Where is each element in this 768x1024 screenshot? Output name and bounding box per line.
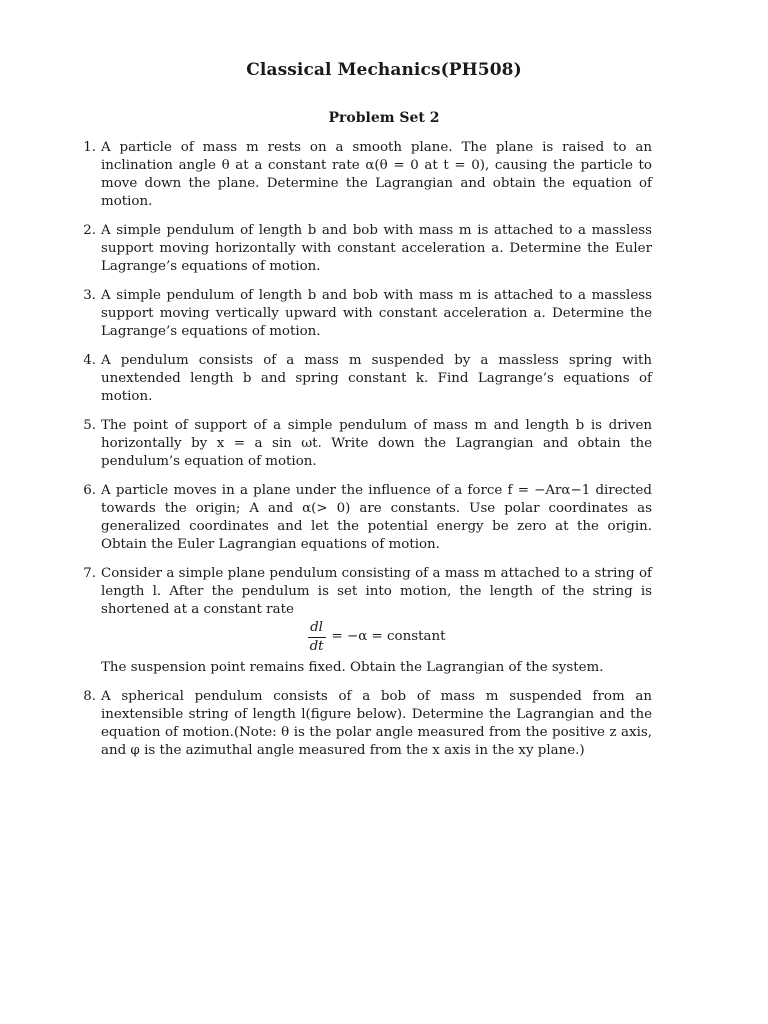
problem-text: The point of support of a simple pendulum of mass m and length b is driven horizontally by x = a sin ωt. Write down the Lagrangian and obtain the pendulum’s equation of motion. (101, 418, 652, 469)
fraction-bar (308, 637, 326, 638)
problem-number: 3. (83, 288, 96, 303)
fraction-denominator: dt (309, 638, 324, 654)
problem-number: 1. (83, 140, 96, 155)
problem-text: A particle of mass m rests on a smooth plane. The plane is raised to an inclination angle θ at a constant rate α(θ = 0 at t = 0), causing the particle to move down the plane. Determine the Lagrangian and obtain the equation of motion. (101, 140, 652, 209)
problem-text: Consider a simple plane pendulum consisting of a mass m attached to a string of length l. After the pendulum is set into motion, the length of the string is shortened at a constant rate (101, 566, 652, 617)
problem-text: A particle moves in a plane under the influence of a force f = −Arα−1 directed towards the origin; A and α(> 0) are constants. Use polar coordinates as generalized coordinates and let the potential energy be zero at the origin. Obtain the Euler Lagrangian equations of motion. (101, 483, 652, 552)
problem-text: A simple pendulum of length b and bob with mass m is attached to a massless support moving horizontally with constant acceleration a. Determine the Euler Lagrange’s equations of motion. (101, 223, 652, 274)
problem-item (76, 688, 652, 760)
problem-number: 5. (83, 418, 96, 433)
equation (101, 617, 652, 657)
problem-item (76, 222, 652, 276)
problem-number: 6. (83, 483, 96, 498)
problem-text: A simple pendulum of length b and bob with mass m is attached to a massless support moving vertically upward with constant acceleration a. Determine the Lagrange’s equations of motion. (101, 288, 652, 339)
problem-number: 4. (83, 353, 96, 368)
problem-list (76, 139, 652, 771)
fraction (308, 620, 326, 655)
fraction-numerator: dl (310, 619, 323, 635)
problem-item (76, 287, 652, 341)
problem-item (76, 482, 652, 554)
problem-item (76, 139, 652, 211)
problem-number: 7. (83, 566, 96, 581)
problem-number: 2. (83, 223, 96, 238)
problem-item (76, 417, 652, 471)
document-subtitle: Problem Set 2 (328, 110, 440, 126)
document-title: Classical Mechanics(PH508) (246, 60, 522, 80)
equation-rhs: = −α = constant (331, 629, 446, 644)
problem-item (76, 352, 652, 406)
problem-text: A pendulum consists of a mass m suspended by a massless spring with unextended length b and spring constant k. Find Lagrange’s equations of motion. (101, 353, 652, 404)
problem-item (76, 565, 652, 677)
problem-number: 8. (83, 689, 96, 704)
problem-text-continued: The suspension point remains fixed. Obtain the Lagrangian of the system. (101, 660, 604, 675)
problem-text: A spherical pendulum consists of a bob of mass m suspended from an inextensible string of length l(figure below). Determine the Lagrangian and the equation of motion.(Note: θ is the polar angle measured from the positive z axis, and φ is the azimuthal angle measured from the x axis in the xy plane.) (101, 689, 652, 758)
